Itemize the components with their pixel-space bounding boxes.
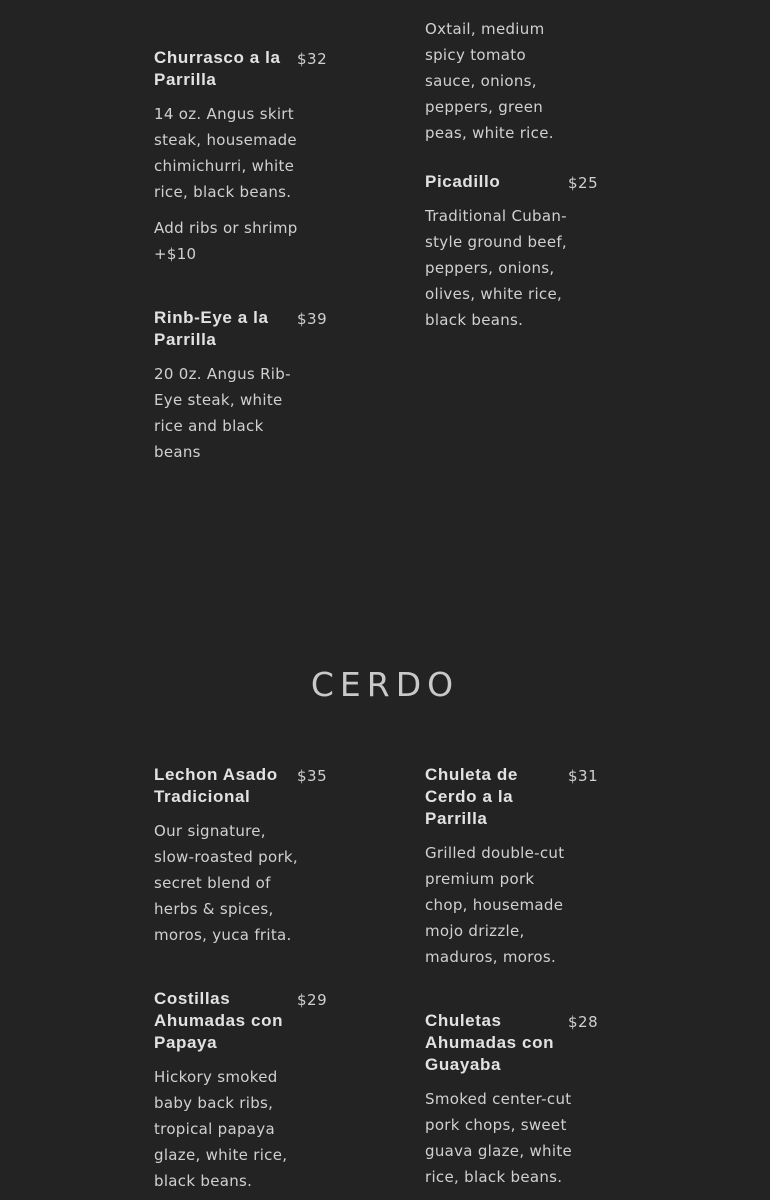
- menu-item-rib-eye: [154, 307, 334, 477]
- menu-item-description: Our signature, slow-roasted pork, secret blend of herbs & spices, moros, yuca frita.: [154, 822, 298, 944]
- menu-item-description: Hickory smoked baby back ribs, tropical papaya glaze, white rice, black beans.: [154, 1068, 288, 1190]
- menu-item-price: $31: [568, 767, 599, 785]
- menu-item-chuletas-ahumadas: [425, 1010, 605, 1200]
- menu-item-name: Chuleta de Cerdo a la Parrilla: [425, 765, 518, 828]
- menu-item-description: Grilled double-cut premium pork chop, housemade mojo drizzle, maduros, moros.: [425, 844, 565, 966]
- menu-item-price: $29: [297, 991, 328, 1009]
- menu-item-description: 20 0z. Angus Rib-Eye steak, white rice and black beans: [154, 365, 291, 461]
- menu-item-description: Smoked center-cut pork chops, sweet guava glaze, white rice, black beans.: [425, 1090, 573, 1186]
- menu-item-name: Rinb-Eye a la Parrilla: [154, 308, 269, 349]
- menu-item-note: Add ribs or shrimp +$10: [154, 219, 298, 263]
- menu-item-price: $32: [297, 50, 328, 68]
- menu-item-churrasco: [154, 47, 334, 277]
- menu-item-lechon-asado: [154, 764, 334, 954]
- section-title-cerdo: CERDO: [310, 665, 460, 704]
- menu-item-name: Picadillo: [425, 172, 501, 191]
- menu-item-description: 14 oz. Angus skirt steak, housemade chimichurri, white rice, black beans.: [154, 105, 297, 201]
- menu-item-description: Oxtail, medium spicy tomato sauce, onions, peppers, green peas, white rice.: [425, 20, 554, 142]
- menu-item-price: $28: [568, 1013, 599, 1031]
- menu-item-name: Costillas Ahumadas con Papaya: [154, 989, 284, 1052]
- menu-item-name: Churrasco a la Parrilla: [154, 48, 281, 89]
- menu-item-chuleta-de-cerdo: [425, 764, 605, 974]
- menu-item-picadillo: [425, 171, 605, 361]
- menu-item-name: Chuletas Ahumadas con Guayaba: [425, 1011, 555, 1074]
- menu-item-description: Traditional Cuban-style ground beef, peppers, onions, olives, white rice, black beans.: [425, 207, 568, 329]
- menu-item-costillas-ahumadas: [154, 988, 334, 1198]
- menu-item-price: $39: [297, 310, 328, 328]
- menu-item-name: Lechon Asado Tradicional: [154, 765, 278, 806]
- menu-item-price: $25: [568, 174, 599, 192]
- menu-item-price: $35: [297, 767, 328, 785]
